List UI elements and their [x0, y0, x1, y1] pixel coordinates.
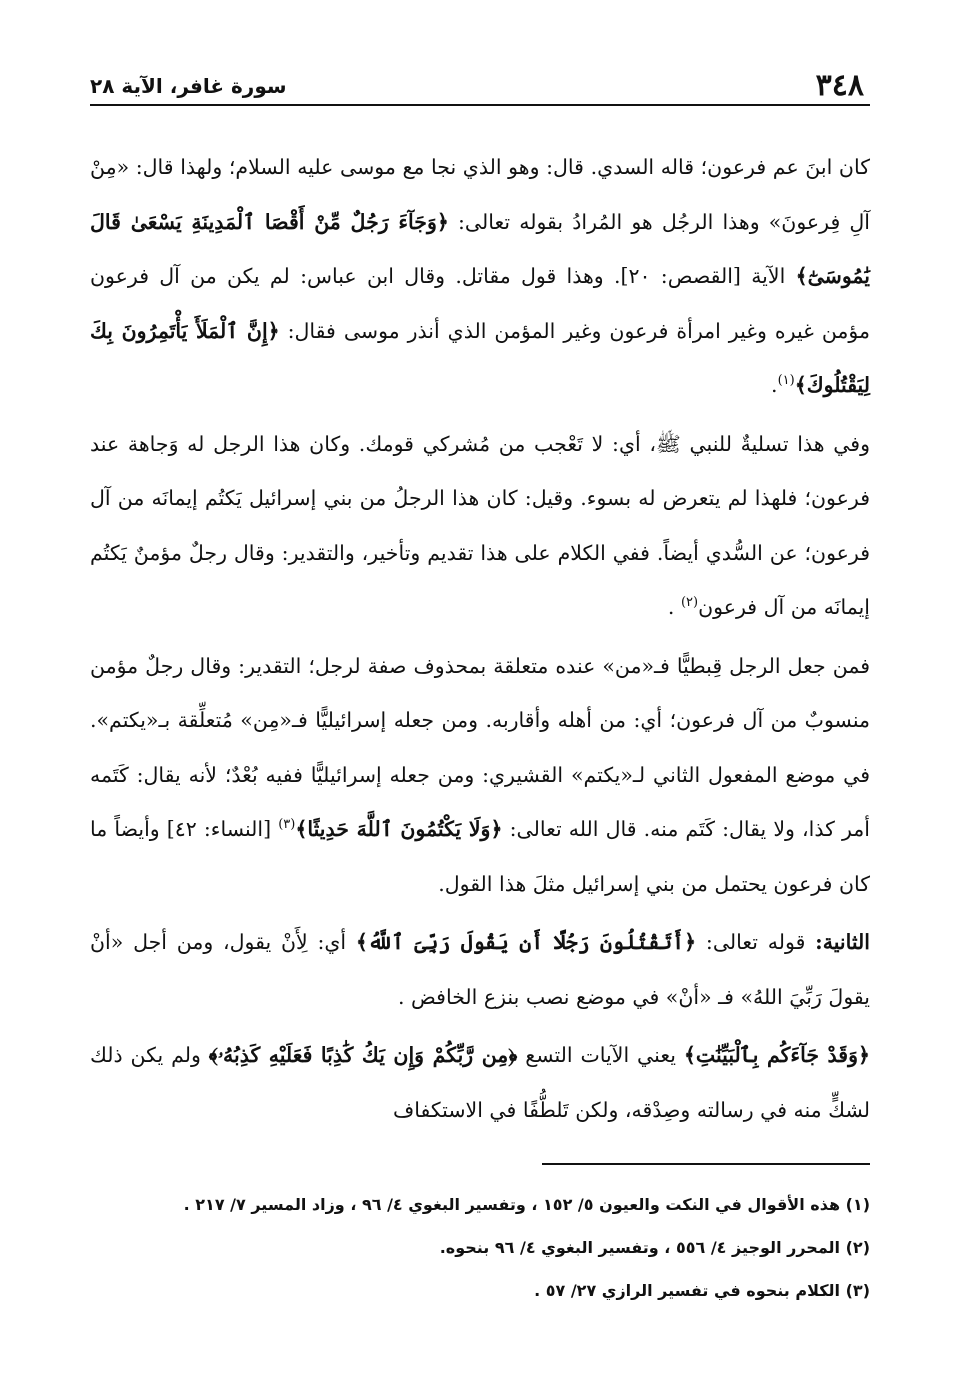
- header-rule: [90, 104, 870, 106]
- main-text: [90, 140, 870, 1141]
- text-run: .: [667, 595, 681, 619]
- footnote-ref: (٢): [680, 595, 699, 611]
- footnote-separator: [542, 1163, 870, 1165]
- paragraph: [90, 639, 870, 912]
- footnote: (٣) الكلام بنحوه في تفسير الرازي ٢٧/ ٥٧ .: [534, 1281, 870, 1300]
- footnotes: [90, 1183, 870, 1312]
- page-header: [90, 62, 870, 102]
- quran-verse: ﴿وَلَا يَكْتُمُونَ ٱللَّهَ حَدِيثًا﴾: [295, 817, 503, 841]
- text-run: أي: لِأَنْ يقول، ومن أجل «أنْ يقولَ رَبِّيَ اللهُ» فـ «أنْ» في موضع نصب بنزع الخافض .: [90, 930, 870, 1009]
- paragraph: [90, 915, 870, 1024]
- footnote-ref: (١): [777, 373, 795, 389]
- text-run: [النساء: ٤٢] وأيضاً ما كان فرعون يحتمل من بني إسرائيل مثلَ هذا القول.: [90, 817, 870, 896]
- text-run: كان ابنَ عم فرعون؛ قاله السدي. قال: وهو الذي نجا مع موسى عليه السلام؛ ولهذا قال: «مِنْ آلِ فِرعونَ» وهذا الرجُل هو المُرادُ بقوله تعالى:: [90, 155, 871, 234]
- text-run: الآية [القصص: ٢٠]. وهذا قول مقاتل. وقال ابن عباس: لم يكن من آل فرعون مؤمن غيره وغير امرأة فرعون وغير المؤمن الذي أنذر موسى فقال:: [90, 264, 870, 343]
- footnote-ref: (٣): [278, 817, 296, 833]
- text-run: .: [771, 373, 778, 397]
- text-run: وفي هذا تسليةٌ للنبي ﷺ، أي: لا تَعْجب من مُشركي قومك. وكان هذا الرجل له وَجاهة عند فرعون؛ فلهذا لم يتعرض له بسوء. وقيل: كان هذا الرجلُ من بني إسرائيل يَكتُم إيمانَه من آل فرعون؛ عن السُّدي أيضاً. ففي الكلام على هذا تقديم وتأخير، والتقدير: وقال رجلٌ مؤمنٌ يَكتُم إيمانَه من آل فرعون: [90, 431, 870, 619]
- quran-verse: ﴿أَتَقْتُلُونَ رَجُلًا أَن يَقُولَ رَبِّىَ ٱللَّهُ﴾: [355, 930, 697, 954]
- text-run: قوله تعالى:: [696, 930, 816, 954]
- quran-verse: ﴿وَجَآءَ رَجُلٌ مِّنْ أَقْصَا ٱلْمَدِينَةِ يَسْعَىٰ قَالَ يَٰمُوسَىٰٓ﴾: [90, 209, 870, 288]
- quran-verse: ﴿مِن رَّبِّكُمْ وَإِن يَكُ كَٰذِبًا فَعَلَيْهِ كَذِبُهُۥ﴾: [208, 1043, 518, 1067]
- paragraph: [90, 417, 870, 635]
- page-number: ٣٤٨: [815, 68, 864, 103]
- paragraph: [90, 140, 870, 413]
- quran-verse: ﴿وَقَدْ جَآءَكُم بِٱلْبَيِّنَٰتِ﴾: [683, 1043, 870, 1067]
- section-lead: الثانية:: [815, 930, 870, 954]
- quran-verse: ﴿إِنَّ ٱلْمَلَأَ يَأْتَمِرُونَ بِكَ لِيَقْتُلُوكَ﴾: [90, 318, 870, 397]
- paragraph: [90, 1028, 870, 1137]
- footnote: (١) هذه الأقوال في النكت والعيون ٥/ ١٥٢ ، وتفسير البغوي ٤/ ٩٦ ، وزاد المسير ٧/ ٢١٧ .: [183, 1195, 870, 1214]
- text-run: يعني الآيات التسع: [517, 1043, 684, 1067]
- book-page: [90, 0, 870, 1387]
- text-run: فمن جعل الرجل قِبطيًّا فـ«من» عنده متعلقة بمحذوف صفة لرجل؛ التقدير: وقال رجلٌ مؤمن منسوبٌ من آل فرعون؛ أي: من أهله وأقاربه. ومن جعله إسرائيليًّا فـ«مِن» مُتعلِّقة بـ«يكتم». في موضع المفعول الثاني لـ«يكتم» القشيري: ومن جعله إسرائيليًّا ففيه بُعْدٌ؛ لأنه يقال: كَتَمه أمر كذا، ولا يقال: كَتَم منه. قال الله تعالى:: [90, 653, 870, 841]
- text-run: ولم يكن ذلك لشكٍّ منه في رسالته وصِدْقه، ولكن تَلطُّفًا في الاستكفاف: [90, 1043, 870, 1122]
- footnote: (٢) المحرر الوجيز ٤/ ٥٥٦ ، وتفسير البغوي ٤/ ٩٦ بنحوه.: [439, 1238, 870, 1257]
- running-title: سورة غافر، الآية ٢٨: [90, 74, 287, 98]
